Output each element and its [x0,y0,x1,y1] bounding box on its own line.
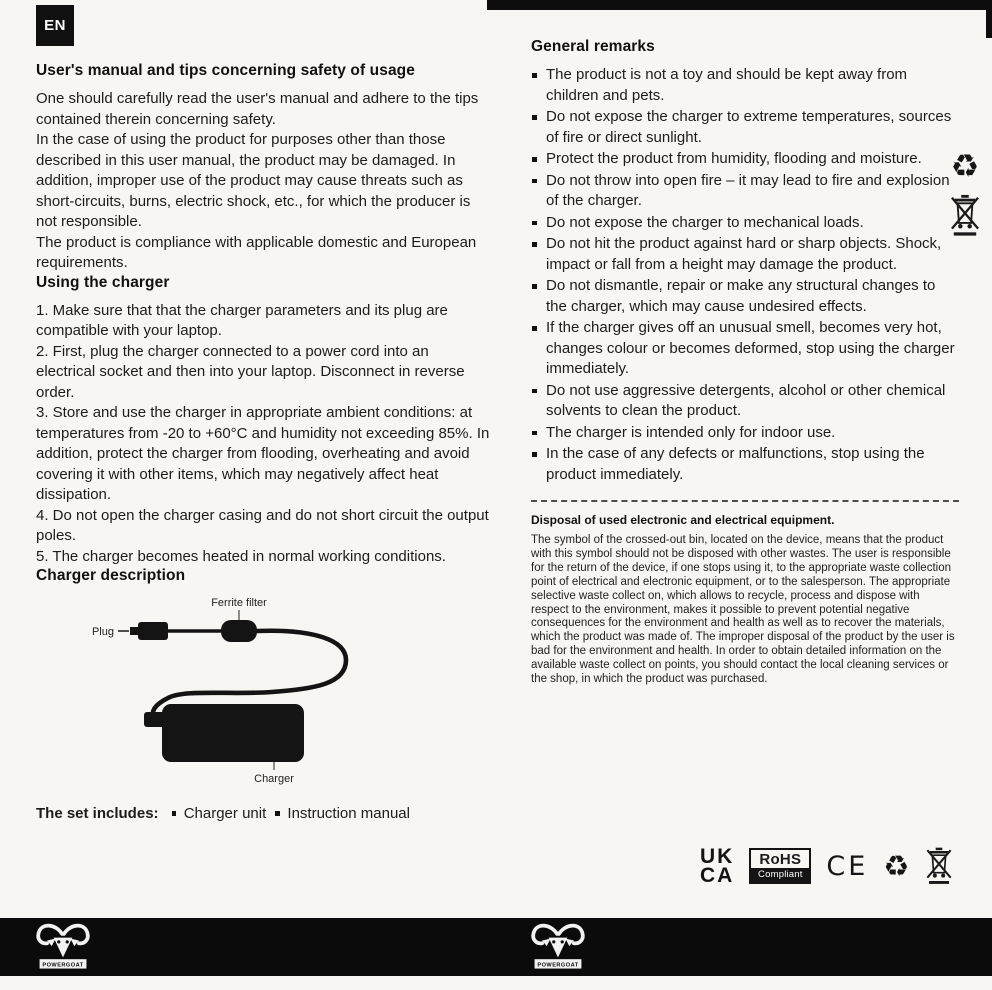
charger-diagram-figure [74,594,394,786]
page-edge-strip [986,0,992,38]
remark-item: Do not throw into open fire – it may lead to fire and explosion of the charger. [531,171,959,212]
set-includes-line [36,805,492,822]
ukca-top: UK [700,845,735,868]
remark-item: Protect the product from humidity, flooding and moisture. [531,149,959,170]
top-black-strip [487,0,992,10]
brand-text: POWERGOAT [42,962,84,969]
step-item: 2. First, plug the charger connected to a power cord into an electrical socket and then into your laptop. Disconnect in reverse order. [36,342,465,401]
remark-item: The product is not a toy and should be kept away from children and pets. [531,65,959,106]
set-includes-item: Instruction manual [274,805,410,822]
step-item: 1. Make sure that that the charger parameters and its plug are compatible with your laptop. [36,301,448,339]
right-column [531,38,959,687]
step-item: 3. Store and use the charger in appropriate ambient conditions: at temperatures from -20 to +60°C and humidity not exceeding 85%. In addition, protect the charger from flooding, overheating and avoid covering it with other items, which may negatively affect heat dissipation. [36,404,490,503]
recycle-icon: ♻ [883,848,910,883]
remark-item: If the charger gives off an unusual smell, becomes very hot, changes colour or becomes deformed, stop using the charger immediately. [531,318,959,380]
remark-item: Do not expose the charger to mechanical loads. [531,213,959,234]
safety-paragraphs [36,89,492,274]
section-heading-safety: User's manual and tips concerning safety of usage [36,62,415,79]
usage-steps [36,301,492,568]
paragraph: One should carefully read the user's manual and adhere to the tips contained therein concerning safety. [36,90,479,128]
section-heading-using: Using the charger [36,273,170,291]
general-remarks-list [531,65,959,485]
ukca-mark [700,847,734,885]
rohs-compliant-label: Compliant [751,868,809,882]
rohs-label: RoHS [759,851,802,868]
charger-brick [162,704,304,762]
section-heading-general: General remarks [531,38,655,55]
remark-item: In the case of any defects or malfunctions, stop using the product immediately. [531,444,959,485]
ferrite-filter [221,620,257,642]
compliance-marks [700,846,954,886]
footer-bar [0,918,992,976]
dashed-divider [531,500,959,502]
plug-label: Plug [91,626,114,638]
rohs-mark [749,848,811,884]
language-badge: EN [36,5,74,46]
powergoat-logo [528,921,588,973]
ukca-bottom: CA [700,864,735,887]
margin-symbols [940,147,990,242]
ce-mark: CE [826,850,869,882]
weee-bin-icon [948,194,982,237]
powergoat-logo [33,921,93,973]
remark-item: Do not hit the product against hard or sharp objects. Shock, impact or fall from a height may damage the product. [531,234,959,275]
recycle-icon: ♻ [950,147,980,185]
ferrite-filter-label: Ferrite filter [211,597,267,609]
remark-item: Do not use aggressive detergents, alcohol or other chemical solvents to clean the product. [531,381,959,422]
charger-label: Charger [254,773,294,785]
paragraph: The product is compliance with applicable domestic and European requirements. [36,233,477,271]
charger-diagram [74,594,492,791]
paragraph: In the case of using the product for purposes other than those described in this user manual, the product may be damaged. In addition, improper use of the product may cause threats such as short-circuits, burns, electric shock, etc., for which the producer is not responsible. [36,131,471,230]
disposal-body: The symbol of the crossed-out bin, located on the device, means that the product with this symbol should not be disposed with other wastes. The user is responsible for the return of the device, if one stops using it, to the appropriate waste collection point of electrical and electronic equipment, or to the salesperson. The appropriate selective waste collect on, which allows to recycle, process and dispose with respect to the environment, makes it possible to prevent potential negative consequences for the environment and health as well as to recover the materials, which the product was made of. The improper disposal of the product by the user is bad for the environment and health. In order to obtain detailed information on the available waste collect on points, you should contact the local cleaning services or the shop, in which the product was purchased. [531,534,955,686]
plug-tip [130,627,138,635]
set-includes-label: The set includes: [36,805,159,822]
left-column [36,62,492,822]
disposal-heading: Disposal of used electronic and electrical equipment. [531,513,835,527]
step-item: 5. The charger becomes heated in normal working conditions. [36,547,446,565]
set-includes-item: Charger unit [171,805,267,822]
remark-item: The charger is intended only for indoor use. [531,423,959,444]
step-item: 4. Do not open the charger casing and do not short circuit the output poles. [36,506,489,544]
weee-bin-icon [924,846,954,886]
plug-body [138,622,168,640]
remark-item: Do not expose the charger to extreme temperatures, sources of fire or direct sunlight. [531,107,959,148]
disposal-section [531,513,959,687]
brand-text: POWERGOAT [537,962,579,969]
remark-item: Do not dismantle, repair or make any structural changes to the charger, which may cause undesired effects. [531,276,959,317]
section-heading-description: Charger description [36,567,186,584]
